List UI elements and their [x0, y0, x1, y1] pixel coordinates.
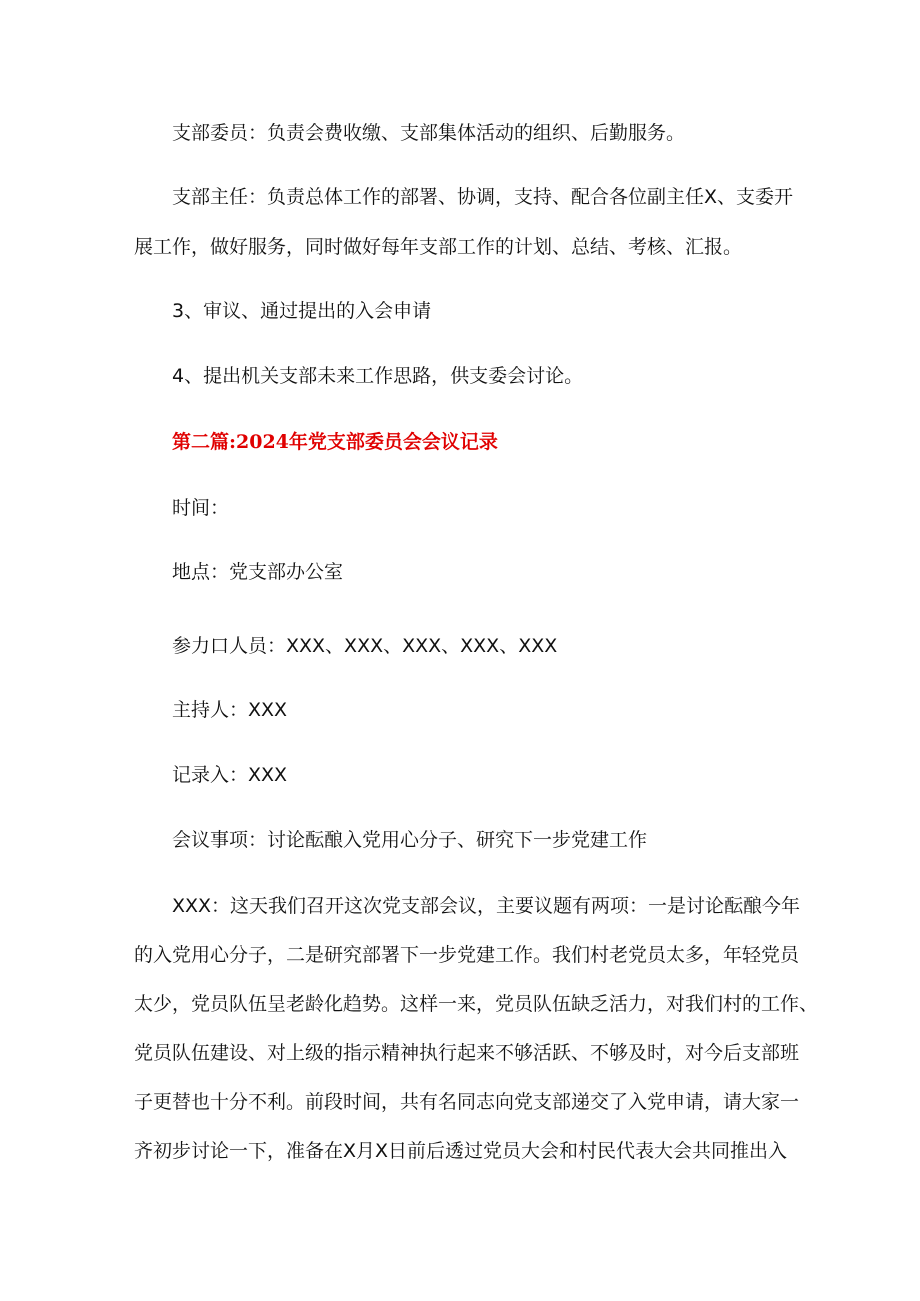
meta-agenda: 会议事项：讨论酝酿入党用心分子、研究下一步党建工作	[172, 829, 648, 851]
paragraph-committee-member: 支部委员：负责会费收缴、支部集体活动的组织、后勤服务。	[172, 122, 686, 144]
section-heading: 第二篇:2024年党支部委员会会议记录	[172, 431, 498, 453]
body-line-2: 的入党用心分子，二是研究部署下一步党建工作。我们村老党员太多，年轻党员	[134, 944, 800, 966]
list-item-4: 4、提出机关支部未来工作思路，供支委会讨论。	[172, 365, 584, 387]
paragraph-director-line-2: 展工作，做好服务，同时做好每年支部工作的计划、总结、考核、汇报。	[134, 236, 743, 258]
body-line-5: 子更替也十分不利。前段时间，共有名同志向党支部递交了入党申请，请大家一	[134, 1091, 800, 1113]
body-line-4: 党员队伍建设、对上级的指示精神执行起来不够活跃、不够及时，对今后支部班	[134, 1042, 800, 1064]
body-line-6: 齐初步讨论一下，准备在X月X日前后透过党员大会和村民代表大会共同推出入	[134, 1140, 788, 1162]
meta-time: 时间：	[172, 497, 230, 519]
meta-recorder: 记录入：XXX	[172, 764, 288, 786]
list-item-3: 3、审议、通过提出的入会申请	[172, 300, 432, 322]
body-line-1: XXX：这天我们召开这次党支部会议，主要议题有两项：一是讨论酝酿今年	[172, 895, 801, 917]
paragraph-director-line-1: 支部主任：负责总体工作的部署、协调，支持、配合各位副主任X、支委开	[172, 186, 794, 208]
body-line-3: 太少，党员队伍呈老龄化趋势。这样一来，党员队伍缺乏活力，对我们村的工作、	[134, 993, 819, 1015]
meta-host: 主持人：XXX	[172, 699, 288, 721]
meta-location: 地点：党支部办公室	[172, 561, 344, 583]
meta-attendees: 参力口人员：XXX、XXX、XXX、XXX、XXX	[172, 635, 558, 657]
